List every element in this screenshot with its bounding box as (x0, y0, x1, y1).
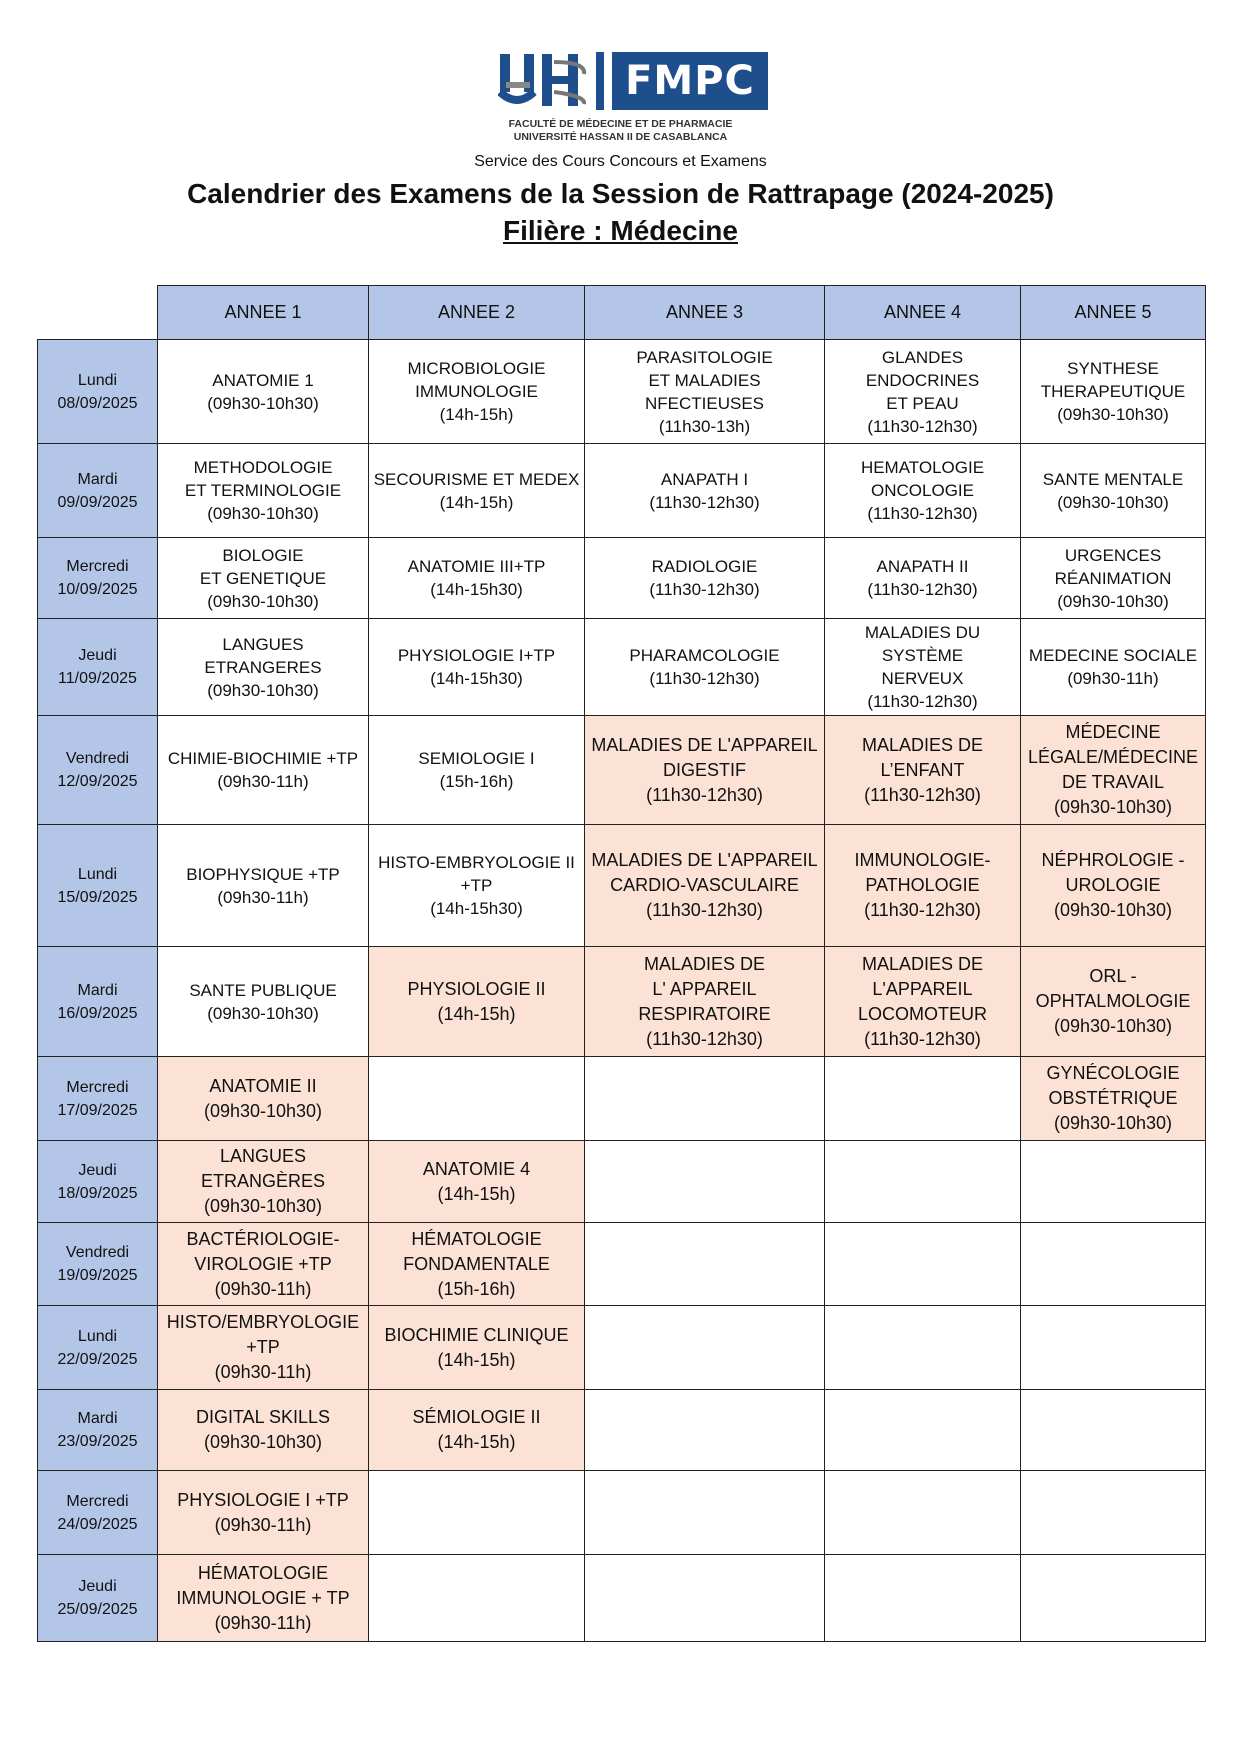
exam-time: (11h30-12h30) (649, 580, 760, 599)
exam-time: (09h30-10h30) (1057, 405, 1169, 424)
day-cell (38, 1141, 158, 1223)
exam-subject: SYNTHESE THERAPEUTIQUE (1040, 359, 1186, 401)
exam-subject: PHYSIOLOGIE I +TP (177, 1489, 349, 1510)
exam-time: (14h-15h) (437, 1183, 516, 1204)
exam-cell (158, 1471, 369, 1555)
exam-cell (369, 825, 585, 947)
exam-time: (14h-15h) (437, 1432, 516, 1452)
day-cell (38, 538, 158, 619)
day-cell (38, 1057, 158, 1141)
exam-subject: CHIMIE-BIOCHIMIE +TP (167, 749, 359, 768)
exam-subject: BIOLOGIE ET GENETIQUE (199, 545, 327, 588)
exam-time: (14h-15h) (439, 492, 514, 512)
day-name: Mardi (77, 1410, 118, 1427)
exam-time: (11h30-12h30) (867, 580, 978, 599)
exam-time: (09h30-11h) (214, 1514, 312, 1535)
exam-cell (1021, 340, 1206, 444)
exam-time: (11h30-12h30) (646, 784, 763, 805)
exam-subject: MALADIES DE L'APPAREIL LOCOMOTEUR (857, 953, 987, 1024)
exam-cell (825, 947, 1021, 1057)
day-name: Jeudi (78, 1161, 117, 1179)
empty-cell (825, 1306, 1021, 1390)
exam-cell (369, 444, 585, 538)
exam-subject: HISTO/EMBRYOLOGIE +TP (166, 1312, 360, 1357)
exam-time: (11h30-12h30) (867, 504, 978, 523)
empty-cell (825, 1223, 1021, 1306)
day-name: Vendredi (65, 1244, 130, 1261)
column-header: ANNEE 1 (158, 286, 369, 340)
exam-cell (585, 340, 825, 444)
exam-cell (369, 340, 585, 444)
exam-time: (09h30-11h) (217, 772, 309, 791)
day-cell (38, 619, 158, 716)
exam-subject: LANGUES ETRANGERES (204, 634, 322, 677)
exam-time: (15h-16h) (439, 772, 514, 791)
exam-cell (1021, 825, 1206, 947)
exam-subject: DIGITAL SKILLS (195, 1407, 331, 1427)
table-row (38, 538, 1206, 619)
day-name: Mercredi (66, 1492, 129, 1510)
exam-subject: PHARAMCOLOGIE (629, 646, 780, 665)
column-header: ANNEE 5 (1021, 286, 1206, 340)
exam-time: (14h-15h) (439, 405, 514, 424)
exam-cell (1021, 619, 1206, 716)
exam-subject: HÉMATOLOGIE FONDAMENTALE (403, 1228, 550, 1274)
table-row (38, 825, 1206, 947)
table-row (38, 716, 1206, 825)
empty-cell (1021, 1555, 1206, 1642)
table-row (38, 619, 1206, 716)
logo-faculty-name: FACULTÉ DE MÉDECINE ET DE PHARMACIE (508, 118, 733, 130)
table-header-row (38, 286, 1206, 340)
exam-subject: ANATOMIE II (209, 1075, 317, 1096)
exam-cell (1021, 538, 1206, 619)
day-cell (38, 825, 158, 947)
exam-time: (09h30-11h) (214, 1362, 312, 1382)
day-date: 19/09/2025 (57, 1267, 138, 1284)
exam-time: (09h30-10h30) (207, 504, 319, 523)
page-subtitle (0, 215, 1241, 247)
day-name: Mercredi (66, 1078, 129, 1096)
exam-cell (369, 947, 585, 1057)
exam-cell (369, 1223, 585, 1306)
exam-cell (158, 947, 369, 1057)
exam-subject: METHODOLOGIE ET TERMINOLOGIE (184, 458, 342, 500)
empty-cell (369, 1057, 585, 1141)
exam-time: (11h30-12h30) (864, 784, 981, 805)
day-date: 08/09/2025 (57, 394, 138, 412)
exam-time: (11h30-12h30) (867, 692, 978, 711)
day-date: 23/09/2025 (57, 1433, 138, 1450)
exam-time: (11h30-12h30) (649, 669, 760, 688)
exam-subject: HÉMATOLOGIE IMMUNOLOGIE + TP (176, 1562, 350, 1608)
exam-cell (585, 825, 825, 947)
exam-subject: MALADIES DE L'APPAREIL CARDIO-VASCULAIRE (591, 850, 818, 895)
exam-cell (158, 825, 369, 947)
day-name: Jeudi (78, 647, 117, 664)
exam-subject: GYNÉCOLOGIE OBSTÉTRIQUE (1046, 1063, 1180, 1108)
logo-divider (596, 52, 604, 110)
empty-cell (1021, 1223, 1206, 1306)
empty-cell (585, 1471, 825, 1555)
day-date: 10/09/2025 (57, 581, 138, 598)
exam-subject: PHYSIOLOGIE I+TP (397, 646, 556, 665)
exam-cell (1021, 444, 1206, 538)
exam-cell (585, 444, 825, 538)
exam-cell (158, 619, 369, 716)
exam-subject: SANTE MENTALE (1042, 469, 1184, 489)
table-row (38, 340, 1206, 444)
day-cell (38, 1471, 158, 1555)
exam-time: (09h30-10h30) (1053, 1016, 1173, 1036)
university-emblem-icon (498, 52, 590, 108)
exam-cell (369, 619, 585, 716)
day-cell (38, 1223, 158, 1306)
empty-cell (1021, 1141, 1206, 1223)
exam-time: (11h30-12h30) (649, 492, 760, 512)
exam-cell (158, 1306, 369, 1390)
exam-subject: PARASITOLOGIE ET MALADIES NFECTIEUSES (636, 347, 773, 413)
exam-cell (158, 1390, 369, 1471)
exam-subject: MICROBIOLOGIE IMMUNOLOGIE (407, 359, 546, 401)
exam-time: (09h30-10h30) (207, 393, 319, 413)
day-name: Mardi (77, 470, 118, 488)
exam-cell (369, 1141, 585, 1223)
exam-time: (14h-15h30) (430, 669, 523, 688)
day-date: 15/09/2025 (57, 888, 138, 906)
exam-time: (09h30-10h30) (207, 680, 319, 700)
exam-cell (825, 444, 1021, 538)
exam-cell (1021, 1057, 1206, 1141)
table-row (38, 444, 1206, 538)
exam-cell (825, 716, 1021, 825)
empty-cell (825, 1390, 1021, 1471)
empty-cell (369, 1555, 585, 1642)
exam-time: (09h30-10h30) (203, 1432, 323, 1452)
exam-subject: MALADIES DE L' APPAREIL RESPIRATOIRE (638, 953, 771, 1024)
day-name: Lundi (77, 865, 118, 883)
day-date: 24/09/2025 (57, 1515, 138, 1533)
exam-time: (14h-15h) (437, 1349, 516, 1370)
empty-cell (1021, 1390, 1206, 1471)
exam-subject: IMMUNOLOGIE- PATHOLOGIE (854, 850, 991, 895)
filiere-label: Filière : Médecine (503, 215, 738, 246)
exam-cell (585, 619, 825, 716)
logo-university-name: UNIVERSITÉ HASSAN II DE CASABLANCA (513, 131, 728, 143)
day-name: Lundi (77, 371, 118, 389)
empty-cell (369, 1471, 585, 1555)
exam-cell (369, 1390, 585, 1471)
table-row (38, 1471, 1206, 1555)
empty-cell (585, 1555, 825, 1642)
exam-cell (158, 1223, 369, 1306)
column-header: ANNEE 4 (825, 286, 1021, 340)
exam-time: (09h30-10h30) (207, 591, 319, 611)
day-cell (38, 444, 158, 538)
table-row (38, 1141, 1206, 1223)
day-name: Mardi (77, 981, 118, 999)
exam-cell (369, 538, 585, 619)
logo-brand: FMPC (612, 52, 768, 110)
day-cell (38, 947, 158, 1057)
exam-time: (09h30-10h30) (1053, 900, 1173, 920)
exam-time: (09h30-10h30) (1053, 797, 1173, 817)
exam-cell (1021, 947, 1206, 1057)
day-date: 12/09/2025 (57, 773, 138, 790)
exam-cell (158, 1555, 369, 1642)
exam-time: (09h30-11h) (214, 1278, 312, 1299)
table-row (38, 947, 1206, 1057)
exam-subject: SÉMIOLOGIE II (412, 1407, 541, 1427)
table-row (38, 1057, 1206, 1141)
day-cell (38, 716, 158, 825)
day-date: 11/09/2025 (58, 670, 137, 687)
empty-cell (825, 1555, 1021, 1642)
exam-subject: BIOPHYSIQUE +TP (186, 864, 340, 884)
exam-subject: MALADIES DU SYSTÈME NERVEUX (864, 623, 981, 688)
corner-cell (38, 286, 158, 340)
day-name: Jeudi (78, 1578, 117, 1595)
exam-subject: SECOURISME ET MEDEX (373, 469, 580, 489)
exam-cell (825, 340, 1021, 444)
table-row (38, 1306, 1206, 1390)
exam-subject: HISTO-EMBRYOLOGIE II +TP (378, 853, 575, 895)
exam-time: (11h30-12h30) (867, 416, 978, 436)
day-name: Vendredi (65, 750, 130, 767)
day-date: 09/09/2025 (57, 493, 138, 511)
exam-subject: MÉDECINE LÉGALE/MÉDECINE DE TRAVAIL (1027, 722, 1199, 792)
table-row (38, 1390, 1206, 1471)
exam-cell (158, 538, 369, 619)
page-title: Calendrier des Examens de la Session de Rattrapage (2024-2025) (187, 178, 1054, 209)
exam-subject: ORL - OPHTALMOLOGIE (1035, 966, 1191, 1011)
exam-cell (825, 619, 1021, 716)
exam-time: (15h-16h) (437, 1278, 516, 1299)
day-date: 22/09/2025 (57, 1350, 138, 1368)
empty-cell (585, 1057, 825, 1141)
empty-cell (825, 1471, 1021, 1555)
day-date: 17/09/2025 (57, 1101, 138, 1119)
exam-subject: RADIOLOGIE (651, 557, 758, 576)
exam-calendar-table (37, 285, 1206, 1642)
exam-cell (158, 444, 369, 538)
exam-time: (09h30-10h30) (1057, 492, 1169, 512)
exam-subject: URGENCES RÉANIMATION (1054, 545, 1172, 588)
exam-subject: GLANDES ENDOCRINES ET PEAU (865, 347, 980, 413)
day-date: 16/09/2025 (57, 1004, 138, 1022)
exam-subject: PHYSIOLOGIE II (407, 978, 546, 999)
exam-time: (14h-15h) (437, 1003, 516, 1024)
exam-subject: ANAPATH I (660, 469, 749, 489)
exam-time: (09h30-10h30) (203, 1100, 323, 1121)
exam-subject: BIOCHIMIE CLINIQUE (384, 1324, 569, 1345)
exam-cell (585, 538, 825, 619)
exam-time: (09h30-11h) (1067, 669, 1159, 688)
day-cell (38, 1555, 158, 1642)
day-name: Mercredi (66, 558, 129, 575)
empty-cell (585, 1390, 825, 1471)
exam-subject: MALADIES DE L’ENFANT (861, 734, 984, 780)
exam-cell (158, 716, 369, 825)
table-row (38, 1223, 1206, 1306)
exam-time: (09h30-10h30) (1053, 1113, 1173, 1133)
exam-time: (09h30-11h) (214, 1612, 312, 1633)
table-body (38, 340, 1206, 1642)
exam-cell (369, 716, 585, 825)
exam-time: (11h30-12h30) (864, 900, 981, 920)
exam-cell (585, 716, 825, 825)
empty-cell (585, 1306, 825, 1390)
exam-time: (09h30-10h30) (1057, 591, 1169, 611)
exam-subject: BACTÉRIOLOGIE- VIROLOGIE +TP (186, 1228, 340, 1274)
day-date: 25/09/2025 (57, 1601, 138, 1618)
exam-time: (14h-15h30) (430, 899, 523, 918)
exam-subject: LANGUES ETRANGÈRES (200, 1146, 326, 1191)
exam-subject: SANTE PUBLIQUE (189, 980, 337, 1000)
exam-time: (09h30-10h30) (207, 1003, 319, 1023)
table-row (38, 1555, 1206, 1642)
empty-cell (825, 1141, 1021, 1223)
empty-cell (585, 1223, 825, 1306)
exam-cell (158, 1141, 369, 1223)
exam-subject: HEMATOLOGIE ONCOLOGIE (860, 458, 985, 500)
exam-cell (158, 340, 369, 444)
exam-subject: ANATOMIE 1 (212, 370, 314, 390)
service-name: Service des Cours Concours et Examens (474, 153, 767, 170)
empty-cell (825, 1057, 1021, 1141)
exam-subject: ANATOMIE III+TP (407, 557, 546, 576)
exam-subject: MEDECINE SOCIALE (1028, 646, 1198, 665)
day-date: 18/09/2025 (57, 1184, 138, 1202)
exam-subject: MALADIES DE L'APPAREIL DIGESTIF (591, 734, 818, 780)
exam-time: (11h30-13h) (658, 416, 751, 436)
exam-subject: SEMIOLOGIE I (418, 749, 535, 768)
exam-cell (585, 947, 825, 1057)
empty-cell (585, 1141, 825, 1223)
exam-cell (369, 1306, 585, 1390)
day-cell (38, 1390, 158, 1471)
exam-subject: NÉPHROLOGIE - UROLOGIE (1041, 850, 1185, 895)
exam-time: (11h30-12h30) (646, 1028, 763, 1049)
exam-cell (825, 538, 1021, 619)
faculty-logo (0, 52, 1241, 148)
day-name: Lundi (77, 1327, 118, 1345)
column-header: ANNEE 2 (369, 286, 585, 340)
exam-time: (09h30-11h) (217, 887, 309, 907)
exam-subject: ANATOMIE 4 (422, 1158, 531, 1179)
exam-time: (11h30-12h30) (864, 1028, 981, 1049)
day-cell (38, 340, 158, 444)
exam-time: (11h30-12h30) (646, 900, 763, 920)
exam-cell (825, 825, 1021, 947)
exam-time: (14h-15h30) (430, 580, 523, 599)
exam-cell (1021, 716, 1206, 825)
exam-cell (158, 1057, 369, 1141)
empty-cell (1021, 1306, 1206, 1390)
column-header: ANNEE 3 (585, 286, 825, 340)
exam-time: (09h30-10h30) (203, 1196, 323, 1216)
exam-subject: ANAPATH II (876, 557, 969, 576)
day-cell (38, 1306, 158, 1390)
empty-cell (1021, 1471, 1206, 1555)
